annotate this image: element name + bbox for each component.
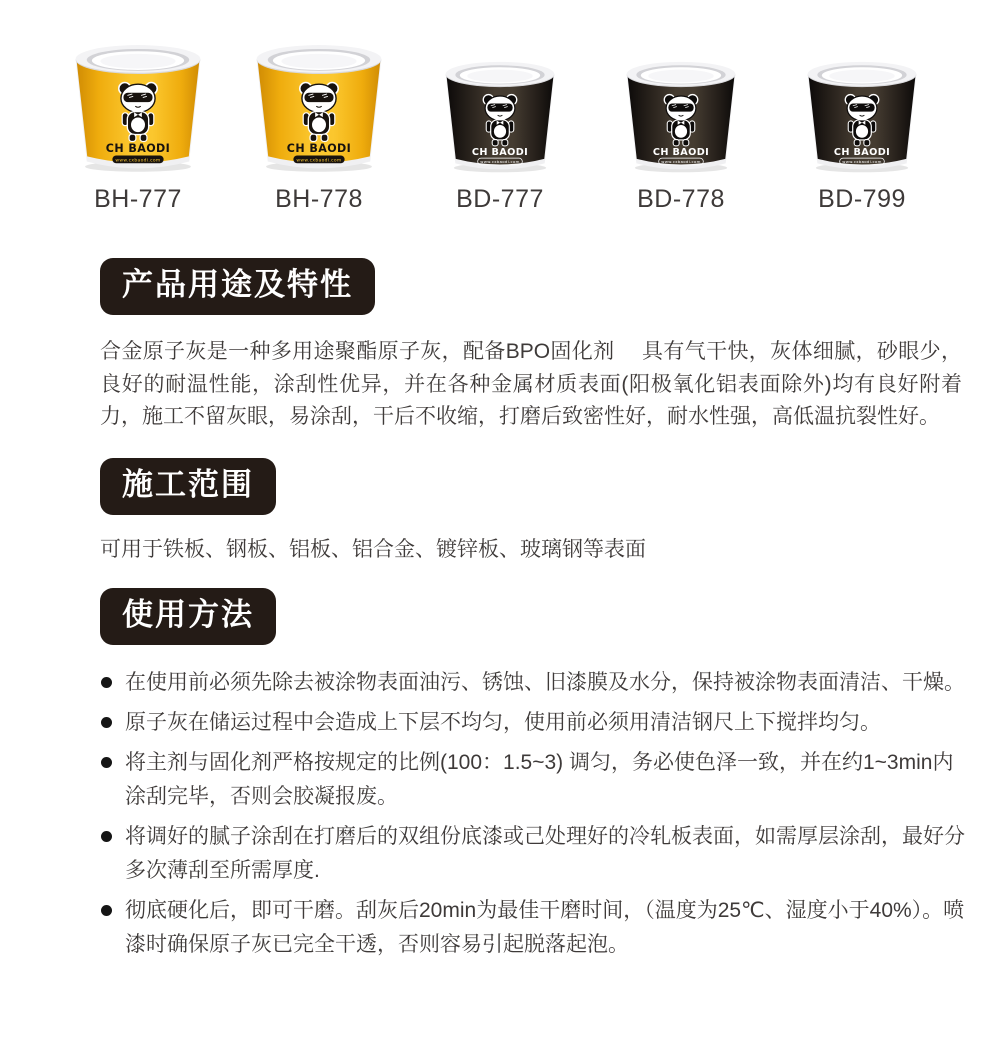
can-brand-text: CH BAODI (652, 147, 710, 159)
product-bh-777 (48, 36, 228, 214)
product-bd-778 (591, 54, 771, 214)
panda-sunglasses (123, 93, 152, 102)
product-model-label: BD-777 (456, 185, 544, 213)
panda-sunglasses (668, 103, 693, 111)
section-badge-features (100, 258, 375, 315)
usage-bullet-item (100, 894, 972, 962)
bullet-dot-icon (101, 905, 112, 916)
panda-sunglasses (304, 93, 333, 102)
usage-list (100, 666, 972, 962)
can-website-text: www.cxbaodi.com (842, 159, 882, 165)
product-bh-778 (229, 36, 409, 214)
product-model-label: BH-777 (94, 185, 182, 213)
section-badge-scope (100, 458, 276, 515)
product-bd-777 (410, 54, 590, 214)
can-website-text: www.cxbaodi.com (480, 159, 520, 165)
usage-bullet-text: 彻底硬化后，即可干磨。刮灰后20min为最佳干磨时间，（温度为25℃、湿度小于40%）。喷漆时确保原子灰已完全干透，否则容易引起脱落起泡。 (125, 899, 965, 956)
product-bd-799 (772, 54, 952, 214)
usage-bullet-text: 在使用前必须先除去被涂物表面油污、锈蚀、旧漆膜及水分，保持被涂物表面清洁、干燥。 (125, 671, 965, 694)
bullet-dot-icon (101, 831, 112, 842)
usage-bullet-item (100, 820, 972, 888)
usage-bullet-text: 原子灰在储运过程中会造成上下层不均匀，使用前必须用清洁钢尺上下搅拌均匀。 (125, 711, 881, 734)
usage-bullet-text: 将主剂与固化剂严格按规定的比例(100：1.5~3) 调匀，务必使色泽一致，并在约1~3min内涂刮完毕，否则会胶凝报废。 (125, 751, 954, 808)
bullet-dot-icon (101, 717, 112, 728)
content-area (100, 258, 965, 962)
scope-paragraph: 可用于铁板、钢板、铝板、铝合金、镀锌板、玻璃钢等表面 (100, 537, 646, 561)
section-usage (100, 588, 965, 962)
product-cans-row (0, 36, 1000, 214)
can-brand-text: CH BAODI (471, 147, 529, 159)
usage-bullet-item (100, 666, 972, 700)
can-website-text: www.cxbaodi.com (296, 158, 342, 164)
usage-bullet-item (100, 746, 972, 814)
features-paragraph: 合金原子灰是一种多用途聚酯原子灰，配备BPO固化剂 具有气干快，灰体细腻，砂眼少，良好的耐温性能，涂刮性优异，并在各种金属材质表面(阳极氧化铝表面除外)均有良好附着力，施工不留灰眼，易涂刮，干后不收缩，打磨后致密性好，耐水性强，高低温抗裂性好。 (100, 340, 962, 428)
section-scope (100, 458, 962, 567)
panda-sunglasses (849, 103, 874, 111)
product-model-label: BD-799 (818, 185, 906, 213)
section-heading-text: 使用方法 (122, 597, 254, 632)
usage-bullet-text: 将调好的腻子涂刮在打磨后的双组份底漆或己处理好的冷轧板表面，如需厚层涂刮，最好分多次薄刮至所需厚度. (125, 825, 965, 882)
can-brand-text: CH BAODI (833, 147, 891, 159)
product-can-graphic (433, 54, 567, 176)
section-heading-text: 施工范围 (122, 466, 254, 502)
product-can-graphic (242, 36, 396, 176)
section-badge-usage (100, 588, 276, 645)
usage-bullet-item (100, 706, 972, 740)
product-model-label: BD-778 (637, 185, 725, 213)
product-model-label: BH-778 (275, 185, 363, 213)
can-website-text: www.cxbaodi.com (115, 158, 161, 164)
section-heading-text: 产品用途及特性 (122, 267, 353, 302)
section-features (100, 258, 962, 434)
panda-sunglasses (487, 103, 512, 111)
can-website-text: www.cxbaodi.com (661, 159, 701, 165)
can-brand-text: CH BAODI (286, 142, 352, 156)
product-detail-page (0, 36, 1000, 1064)
bullet-dot-icon (101, 757, 112, 768)
bullet-dot-icon (101, 677, 112, 688)
product-can-graphic (795, 54, 929, 176)
product-can-graphic (614, 54, 748, 176)
can-brand-text: CH BAODI (105, 142, 171, 156)
product-can-graphic (61, 36, 215, 176)
